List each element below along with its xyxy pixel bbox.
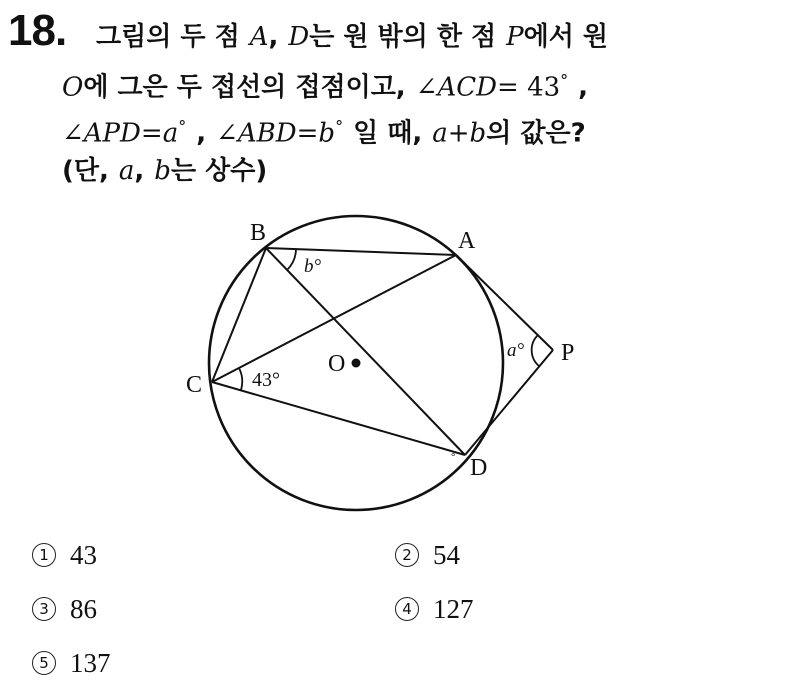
tangent-pd — [465, 350, 553, 455]
choice-value: 86 — [70, 594, 97, 624]
label-b: B — [250, 220, 267, 246]
angle-apd: ∠APD — [62, 118, 141, 149]
choice-value: 127 — [433, 594, 474, 624]
segment-ba — [266, 248, 456, 255]
angle-acd-value: = 43 — [497, 72, 561, 103]
question-text: 그림의 두 점 — [96, 22, 240, 52]
choice-4[interactable] — [395, 594, 474, 625]
equals-sign: = — [296, 118, 319, 149]
choice-1[interactable] — [32, 540, 97, 571]
question-number: 18. — [8, 6, 67, 55]
angle-c-arc — [239, 368, 242, 390]
choice-value: 43 — [70, 540, 97, 570]
angle-a-label: a° — [507, 340, 525, 361]
degree-sign: ° — [178, 117, 187, 136]
degree-sign: ° — [560, 71, 569, 90]
comma: , — [196, 118, 207, 149]
variable-a: a — [162, 118, 179, 149]
question-text: 에서 원 — [523, 22, 609, 52]
equals-sign: = — [140, 118, 163, 149]
label-c: C — [186, 372, 203, 398]
variable-a: a — [118, 156, 135, 186]
condition-text: (단, — [62, 156, 109, 186]
segment-bd — [266, 248, 465, 455]
angle-abd: ∠ABD — [216, 118, 297, 149]
comma: , — [134, 156, 145, 186]
angle-c-label: 43° — [252, 369, 280, 391]
point-d-label: D — [288, 22, 310, 52]
degree-sign: ° — [335, 117, 344, 136]
question-text: 일 때, — [353, 118, 423, 149]
choice-5[interactable] — [32, 648, 111, 679]
comma: , — [268, 22, 279, 52]
variable-b: b — [154, 156, 171, 186]
choice-2[interactable] — [395, 540, 460, 571]
variable-b: b — [318, 118, 336, 149]
choice-value: 137 — [70, 648, 111, 678]
label-a: A — [458, 228, 476, 254]
choice-3[interactable] — [32, 594, 97, 625]
condition-text: 는 상수) — [170, 156, 268, 186]
point-a-label: A — [249, 22, 269, 52]
angle-p-arc — [532, 335, 539, 366]
segment-cd — [212, 382, 465, 455]
segment-bc — [212, 248, 266, 382]
choice-value: 54 — [433, 540, 460, 570]
label-o: O — [328, 351, 346, 377]
choice-number-circle: 3 — [32, 597, 56, 621]
center-point — [352, 359, 361, 368]
choice-number-circle: 1 — [32, 543, 56, 567]
angle-b-arc — [287, 249, 296, 270]
question-text: 는 원 밖의 한 점 — [309, 22, 497, 52]
question-text: 에 그은 두 접선의 접점이고, — [83, 72, 406, 103]
small-degree-mark: ° — [451, 451, 456, 463]
angle-acd: ∠ACD — [415, 72, 498, 103]
choice-number-circle: 2 — [395, 543, 419, 567]
choice-number-circle: 5 — [32, 651, 56, 675]
question-text: 의 값은? — [486, 118, 586, 149]
choice-number-circle: 4 — [395, 597, 419, 621]
comma: , — [578, 72, 589, 103]
label-d: D — [470, 455, 488, 481]
point-p-label: P — [506, 22, 524, 52]
label-p: P — [561, 340, 575, 366]
angle-b-label: b° — [304, 256, 322, 277]
expression-a-plus-b: a+b — [432, 118, 487, 149]
circle-o-label: O — [62, 72, 84, 103]
